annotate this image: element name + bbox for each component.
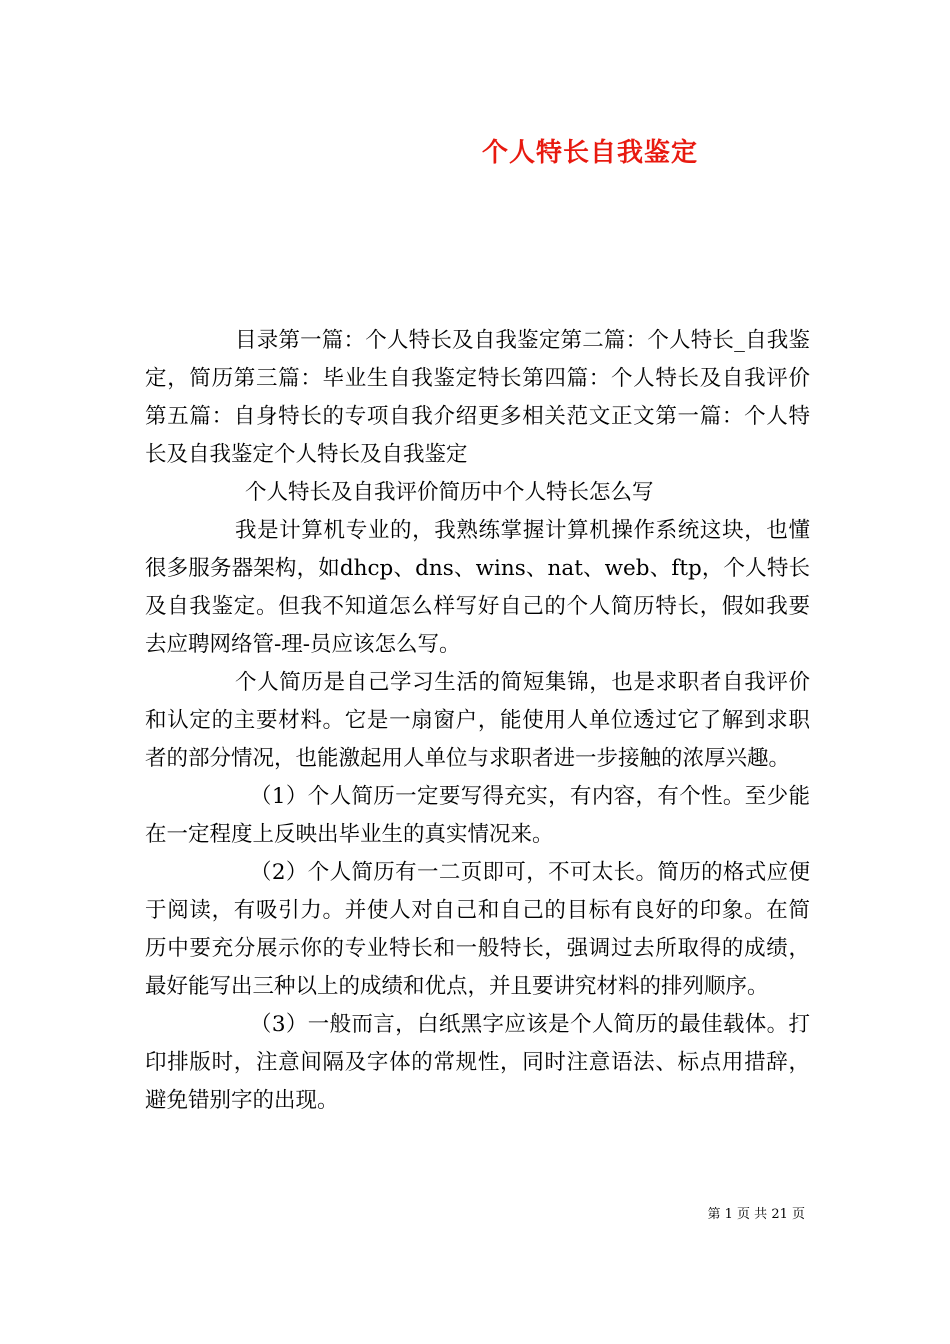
table-of-contents-paragraph: 目录第一篇：个人特长及自我鉴定第二篇：个人特长_自我鉴定，简历第三篇：毕业生自我鉴定特长第四篇：个人特长及自我评价第五篇：自身特长的专项自我介绍更多相关范文正文第一篇：个人特长及自我鉴定个人特长及自我鉴定 (145, 328, 810, 467)
body-paragraph: 个人简历是自己学习生活的简短集锦，也是求职者自我评价和认定的主要材料。它是一扇窗户，能使用人单位透过它了解到求职者的部分情况，也能激起用人单位与求职者进一步接触的浓厚兴趣。 (145, 670, 810, 771)
document-body (145, 322, 810, 1120)
list-item-paragraph: （1）个人简历一定要写得充实，有内容，有个性。至少能在一定程度上反映出毕业生的真实情况来。 (145, 784, 810, 847)
page-number-footer: 第 1 页 共 21 页 (707, 1207, 805, 1222)
document-title: 个人特长自我鉴定 (481, 138, 698, 168)
list-item-paragraph: （3）一般而言，白纸黑字应该是个人简历的最佳载体。打印排版时，注意间隔及字体的常规性，同时注意语法、标点用措辞，避免错别字的出现。 (145, 1012, 810, 1113)
list-item-paragraph: （2）个人简历有一二页即可，不可太长。简历的格式应便于阅读，有吸引力。并使人对自己和自己的目标有良好的印象。在简历中要充分展示你的专业特长和一般特长，强调过去所取得的成绩，最好能写出三种以上的成绩和优点，并且要讲究材料的排列顺序。 (145, 860, 810, 999)
section-heading: 个人特长及自我评价简历中个人特长怎么写 (245, 480, 654, 505)
body-paragraph: 我是计算机专业的，我熟练掌握计算机操作系统这块，也懂很多服务器架构，如dhcp、dns、wins、nat、web、ftp，个人特长及自我鉴定。但我不知道怎么样写好自己的个人简历特长，假如我要去应聘网络管-理-员应该怎么写。 (145, 518, 810, 657)
